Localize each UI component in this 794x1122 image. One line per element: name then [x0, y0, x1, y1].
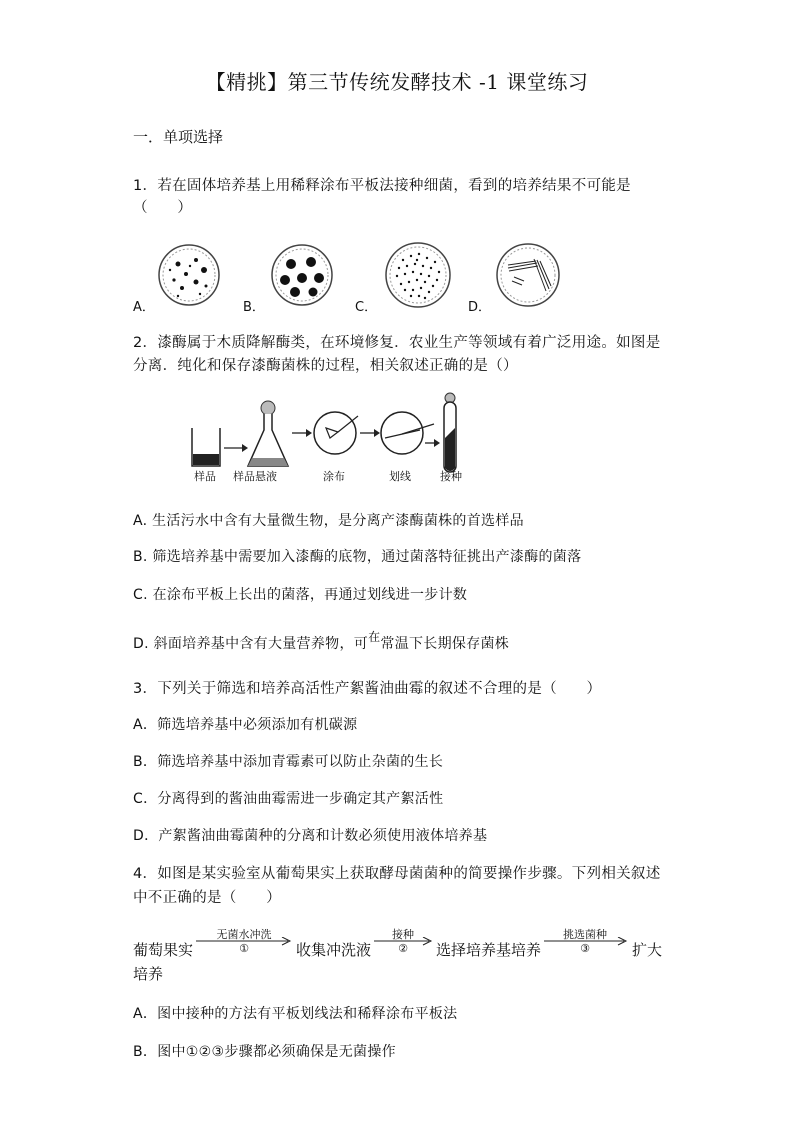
flow-step2-label: 接种	[392, 928, 414, 941]
q2-option-d-sup: 在	[368, 630, 381, 644]
q4-stem-line2: 中不正确的是（ ）	[133, 890, 281, 906]
q4-option-b: B．图中①②③步骤都必须确保是无菌操作	[133, 1044, 396, 1060]
petri-dish-b-icon	[269, 242, 335, 308]
q3-option-a: A．筛选培养基中必须添加有机碳源	[133, 717, 358, 733]
q2-stem-line1: 2．漆酶属于木质降解酶类，在环境修复．农业生产等领域有着广泛用途。如图是	[133, 335, 661, 351]
q1-option-d-label: D．	[468, 300, 492, 315]
flask-icon	[248, 401, 288, 466]
q1-option-b-label: B．	[243, 300, 265, 315]
q1-option-a-label: A．	[133, 300, 155, 315]
diagram-label-suspension: 样品悬液	[233, 470, 277, 483]
q1-stem-line2: （ ）	[133, 200, 193, 216]
q2-option-a: A. 生活污水中含有大量微生物，是分离产漆酶菌株的首选样品	[133, 513, 524, 529]
petri-dish-c-icon	[383, 240, 453, 310]
q3-stem: 3．下列关于筛选和培养高活性产絮酱油曲霉的叙述不合理的是（ ）	[133, 681, 602, 697]
diagram-label-sample: 样品	[194, 470, 216, 483]
slant-tube-icon	[444, 393, 456, 472]
flow-step3-num: ③	[580, 942, 590, 955]
streak-plate-icon	[381, 412, 434, 454]
petri-dish-a-icon	[156, 242, 222, 308]
flow-node-select: 选择培养基培养	[436, 941, 542, 959]
q2-option-d-post: 常温下长期保存菌株	[380, 636, 510, 652]
q4-option-a: A．图中接种的方法有平板划线法和稀释涂布平板法	[133, 1006, 458, 1022]
diagram-label-inoculate: 接种	[440, 470, 462, 483]
q2-option-c: C. 在涂布平板上长出的菌落，再通过划线进一步计数	[133, 587, 468, 603]
diagram-label-streak: 划线	[389, 470, 411, 483]
q1-option-c-label: C．	[355, 300, 378, 315]
q3-option-d: D．产絮酱油曲霉菌种的分离和计数必须使用液体培养基	[133, 828, 488, 844]
q2-stem-line2: 分离．纯化和保存漆酶菌株的过程，相关叙述正确的是（）	[133, 358, 518, 374]
section-heading: 一．单项选择	[133, 128, 224, 146]
flow-node-wash: 收集冲洗液	[296, 941, 372, 959]
flow-step3-label: 挑选菌种	[563, 928, 607, 941]
q2-option-b: B. 筛选培养基中需要加入漆酶的底物，通过菌落特征挑出产漆酶的菌落	[133, 549, 582, 565]
beaker-icon	[192, 428, 220, 466]
q4-stem-line1: 4．如图是某实验室从葡萄果实上获取酵母菌菌种的简要操作步骤。下列相关叙述	[133, 866, 661, 882]
q3-option-b: B．筛选培养基中添加青霉素可以防止杂菌的生长	[133, 754, 444, 770]
flow-node-grapes: 葡萄果实	[133, 941, 194, 959]
q2-option-d	[133, 630, 510, 653]
flow-step2-num: ②	[398, 942, 408, 955]
flow-node-tail: 培养	[133, 965, 164, 983]
q1-stem-line1: 1．若在固体培养基上用稀释涂布平板法接种细菌，看到的培养结果不可能是	[133, 178, 631, 194]
q2-option-d-pre: D. 斜面培养基中含有大量营养物，可	[133, 636, 369, 652]
diagram-label-spread: 涂布	[323, 470, 345, 483]
flow-step1-num: ①	[239, 942, 249, 955]
spread-plate-icon	[314, 412, 358, 454]
page-title: 【精挑】第三节传统发酵技术 -1 课堂练习	[205, 70, 589, 94]
petri-dish-d-streak-icon	[494, 241, 562, 309]
q3-option-c: C．分离得到的酱油曲霉需进一步确定其产絮活性	[133, 791, 444, 807]
flow-node-expand: 扩大	[632, 941, 663, 959]
flow-step1-label: 无菌水冲洗	[216, 928, 272, 941]
